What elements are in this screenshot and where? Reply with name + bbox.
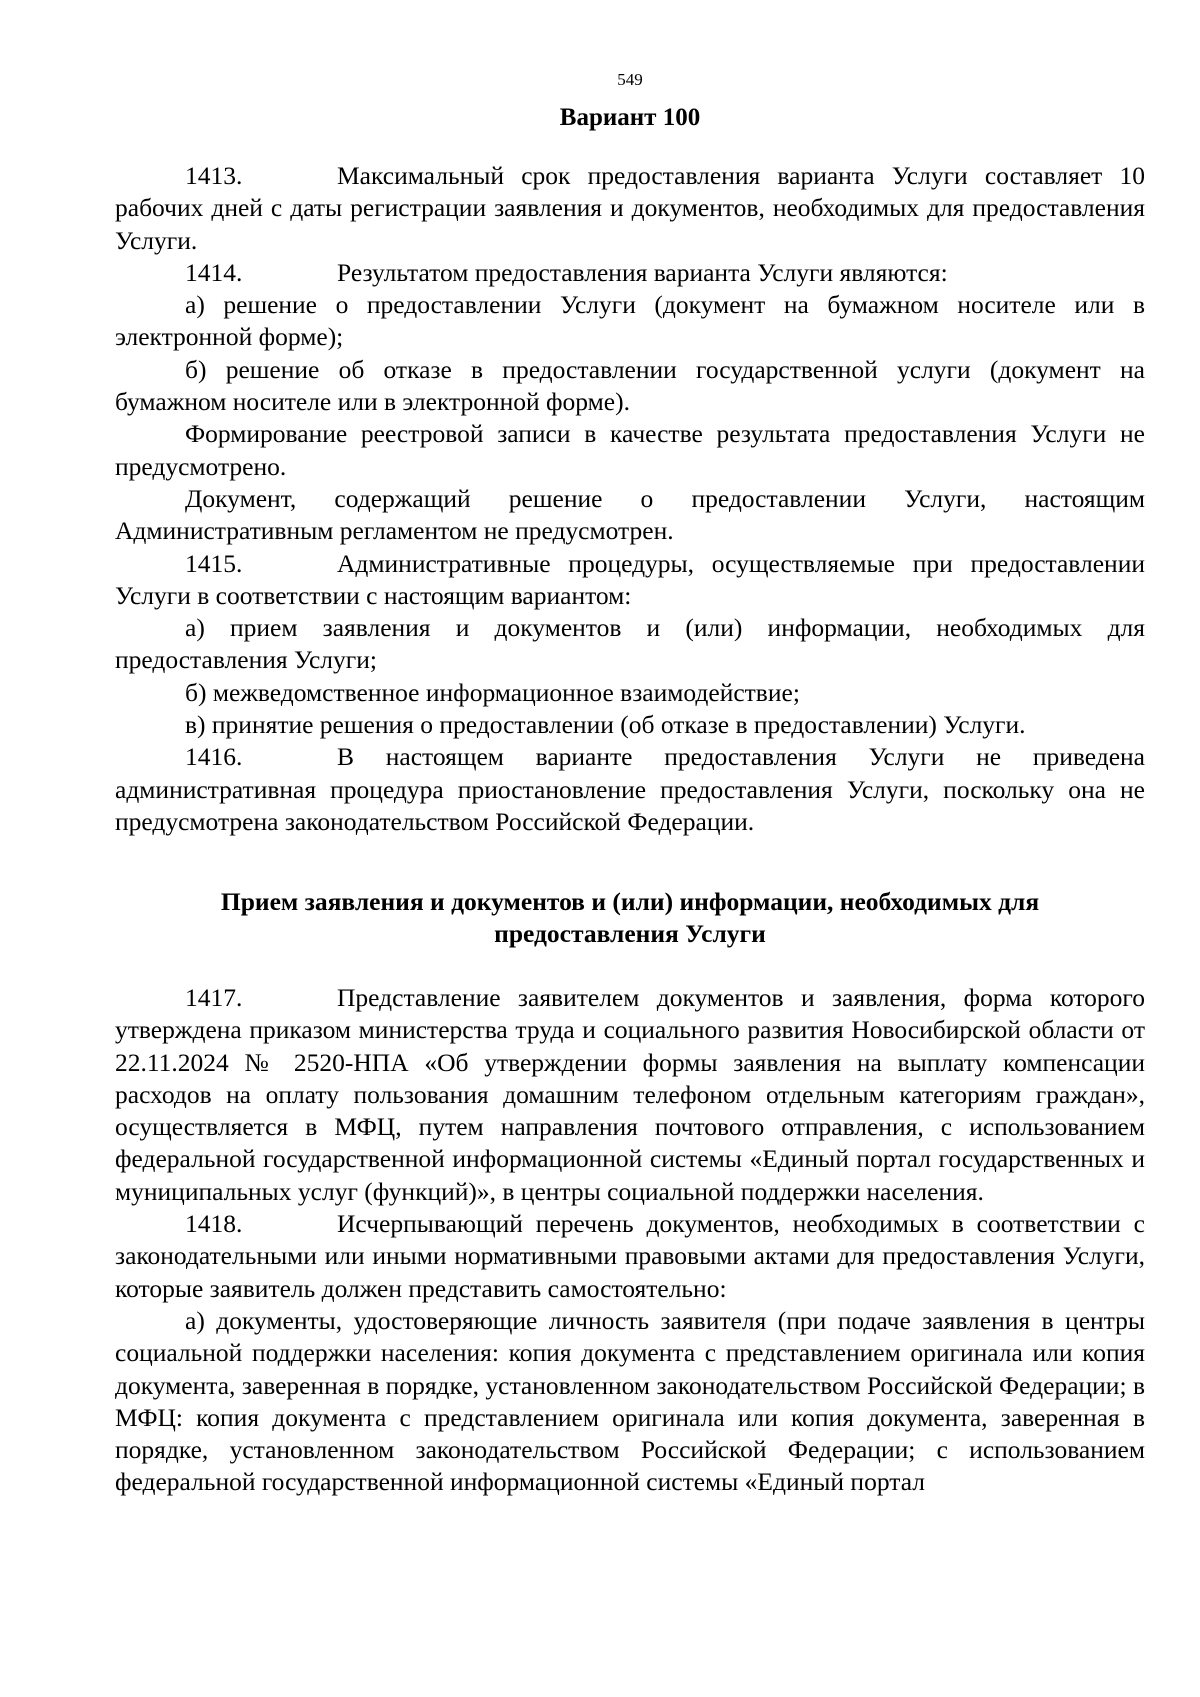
paragraph-text: Исчерпывающий перечень документов, необходимых в соответствии с законодательными или иными нормативными правовыми актами для предоставления Услуги, которые заявитель должен представить самостоятельно:: [115, 1209, 1145, 1303]
paragraph-text: Формирование реестровой записи в качестве результата предоставления Услуги не предусмотрено.: [115, 419, 1145, 481]
paragraph: [115, 709, 1145, 741]
paragraph-text: а) решение о предоставлении Услуги (документ на бумажном носителе или в электронной форме);: [115, 290, 1145, 352]
paragraph-text: Административные процедуры, осуществляемые при предоставлении Услуги в соответствии с настоящим вариантом:: [115, 548, 1145, 610]
paragraph-number: 1414.: [185, 257, 243, 287]
paragraph-text: а) прием заявления и документов и (или) информации, необходимых для предоставления Услуги;: [115, 613, 1145, 675]
paragraph: [115, 418, 1145, 483]
paragraph-text: Результатом предоставления варианта Услуги являются:: [337, 257, 948, 287]
paragraph: [115, 1305, 1145, 1499]
paragraph-number: 1416.: [185, 742, 243, 772]
paragraph: [115, 612, 1145, 677]
paragraph: [115, 483, 1145, 548]
paragraph: [115, 1208, 1145, 1305]
paragraph-number: 1413.: [185, 161, 243, 190]
section-application-intake: [115, 982, 1145, 1499]
paragraph-number: 1417.: [185, 983, 243, 1012]
paragraph-text: Максимальный срок предоставления варианта Услуги составляет 10 рабочих дней с даты регистрации заявления и документов, необходимых для предоставления Услуги.: [115, 161, 1145, 255]
paragraph: [115, 289, 1145, 354]
section-heading-line-1: Прием заявления и документов и (или) информации, необходимых для: [220, 887, 1040, 916]
paragraph: [115, 257, 1145, 289]
paragraph-number: 1418.: [185, 1209, 243, 1239]
paragraph: [115, 160, 1145, 257]
paragraph-text: б) межведомственное информационное взаимодействие;: [185, 677, 800, 707]
paragraph-text: а) документы, удостоверяющие личность заявителя (при подаче заявления в центры социальной поддержки населения: копия документа с представлением оригинала или копия документа, заверенная в порядке, установленном законодательством Российской Федерации; в МФЦ: копия документа с представлением оригинала или копия документа, заверенная в порядке, установленном законодательством Российской Федерации; с использованием федеральной государственной информационной системы «Единый портал: [115, 1305, 1145, 1497]
paragraph-text: в) принятие решения о предоставлении (об отказе в предоставлении) Услуги.: [185, 710, 1026, 740]
paragraph-number: 1415.: [185, 548, 243, 578]
paragraph: [115, 677, 1145, 709]
paragraph-text: б) решение об отказе в предоставлении государственной услуги (документ на бумажном носителе или в электронной форме).: [115, 354, 1145, 417]
section-heading: [115, 886, 1145, 951]
section-variant-100: [115, 160, 1145, 838]
paragraph-text: Документ, содержащий решение о предоставлении Услуги, настоящим Административным регламентом не предусмотрен.: [115, 483, 1145, 546]
paragraph: [115, 548, 1145, 613]
paragraph-text: Представление заявителем документов и заявления, форма которого утверждена приказом министерства труда и социального развития Новосибирской области от 22.11.2024 № 2520-НПА «Об утверждении формы заявления на выплату компенсации расходов на оплату пользования домашним телефоном отдельным категориям граждан», осуществляется в МФЦ, путем направления почтового отправления, с использованием федеральной государственной информационной системы «Единый портал государственных и муниципальных услуг (функций)», в центры социальной поддержки населения.: [115, 983, 1145, 1206]
page-number: 549: [617, 70, 643, 89]
paragraph-text: В настоящем варианте предоставления Услуги не приведена административная процедура приостановление предоставления Услуги, поскольку она не предусмотрена законодательством Российской Федерации.: [115, 742, 1145, 836]
paragraph: [115, 354, 1145, 419]
paragraph: [115, 982, 1145, 1208]
paragraph: [115, 741, 1145, 838]
document-title: Вариант 100: [559, 104, 701, 131]
section-heading-line-2: предоставления Услуги: [494, 919, 766, 949]
